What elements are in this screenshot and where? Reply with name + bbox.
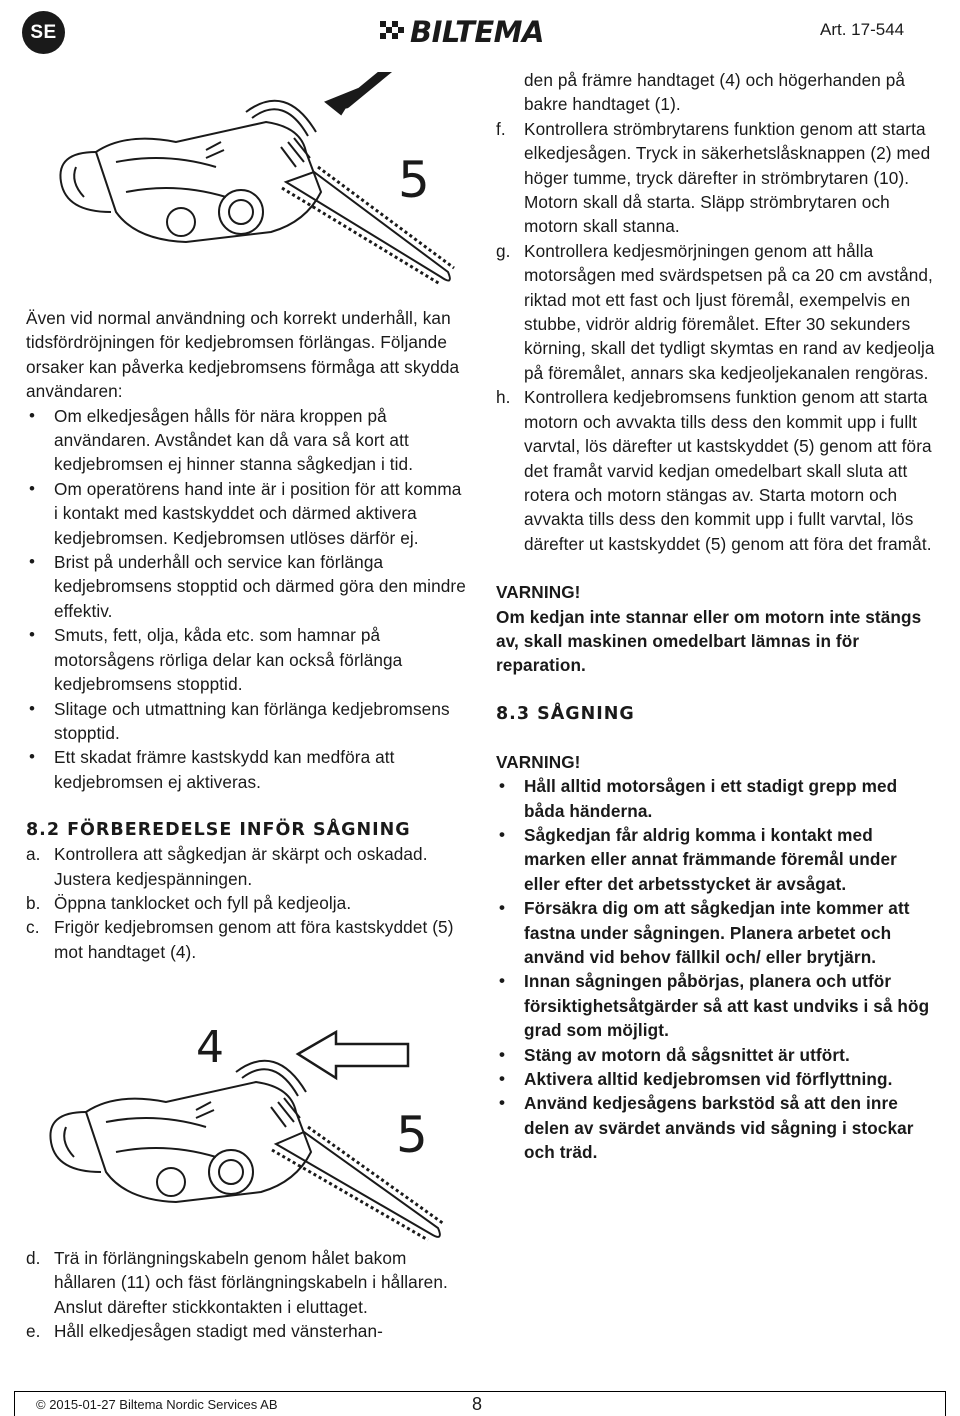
step-item — [26, 1246, 466, 1319]
figure-label-guard: 5 — [396, 1106, 428, 1164]
step-item — [26, 915, 466, 964]
list-item: • Slitage och utmattning kan förlänga kedjebromsens stopptid. — [26, 697, 466, 746]
page-number: 8 — [472, 1394, 483, 1414]
brand-wordmark: BILTEMA — [410, 15, 544, 47]
step-text: Frigör kedjebromsen genom att föra kastskyddet (5) mot handtaget (4). — [54, 917, 454, 962]
arrow-left-icon — [298, 1032, 408, 1078]
footer-rule-right — [945, 1391, 946, 1416]
chainsaw-illustration-top — [56, 72, 476, 292]
step-item — [26, 842, 466, 891]
continuation-text: den på främre handtaget (4) och högerhanden på bakre handtaget (1). — [524, 70, 906, 115]
list-item: • Stäng av motorn då sågsnittet är utfört. — [496, 1043, 936, 1067]
preparation-steps-continued — [26, 1246, 466, 1344]
footer-rule-left — [14, 1391, 15, 1416]
step-item — [496, 239, 936, 385]
list-item: • Håll alltid motorsågen i ett stadigt grepp med båda händerna. — [496, 774, 936, 823]
step-marker: f. — [496, 118, 506, 139]
step-text: Kontrollera kedjesmörjningen genom att hålla motorsågen med svärdspetsen på ca 20 cm avstånd, riktad mot ett fast och ljust föremål, exempelvis en stubbe, vidrör aldrig föremålet. Efter 30 sekunders körning, skall det tydligt skymtas en rand av kedjeolja på föremålet, annars ska kedjeoljekanalen rengöras. — [524, 240, 935, 383]
step-text: Kontrollera strömbrytarens funktion genom att starta elkedjesågen. Tryck in säkerhetslåsknappen (2) med höger tumme, tryck därefter in strömbrytaren (10). Motorn skall då starta. Släpp strömbrytaren och motorn skall stanna. — [524, 118, 931, 237]
list-item: • Sågkedjan får aldrig komma i kontakt med marken eller annat främmande föremål under eller efter det arbetsstycket är avsågat. — [496, 823, 936, 896]
figure-label-handle: 4 — [196, 1022, 224, 1073]
warning-title: VARNING! — [496, 751, 581, 772]
right-column — [496, 68, 936, 1165]
step-text: Håll elkedjesågen stadigt med vänsterhan- — [54, 1321, 383, 1342]
list-item: • Ett skadat främre kastskydd kan medföra att kedjebromsen ej aktiveras. — [26, 745, 466, 794]
step-item — [496, 117, 936, 239]
warning-title: VARNING! — [496, 582, 581, 603]
step-text: Öppna tanklocket och fyll på kedjeolja. — [54, 892, 352, 913]
step-marker: a. — [26, 844, 41, 865]
list-item: • Innan sågningen påbörjas, planera och utför försiktighetsåtgärder så att kast undviks i så hög grad som möjligt. — [496, 969, 936, 1042]
copyright-text: © 2015-01-27 Biltema Nordic Services AB — [36, 1397, 278, 1412]
preparation-steps — [26, 842, 466, 964]
intro-paragraph: Även vid normal användning och korrekt underhåll, kan tidsfördröjningen för kedjebromsen förlängas. Följande orsaker kan påverka kedjebromsens förmåga att skydda användaren: — [26, 308, 460, 402]
list-item: • Brist på underhåll och service kan förlänga kedjebromsens stopptid och därmed göra den mindre effektiv. — [26, 550, 466, 623]
warning-text: Om kedjan inte stannar eller om motorn inte stängs av, skall maskinen omedelbart lämnas in för reparation. — [496, 606, 922, 676]
figure-label-guard: 5 — [398, 151, 430, 209]
step-item — [496, 385, 936, 556]
section-heading-8-3: 8.3 SÅGNING — [496, 703, 635, 724]
step-marker: h. — [496, 387, 511, 408]
list-item: • Använd kedjesågens barkstöd så att den inre delen av svärdet används vid sågning i stockar och träd. — [496, 1091, 936, 1164]
footer-rule — [14, 1391, 946, 1392]
language-code: SE — [30, 21, 57, 43]
left-column-bottom — [26, 1246, 466, 1344]
section-heading-8-2: 8.2 FÖRBEREDELSE INFÖR SÅGNING — [26, 820, 411, 841]
left-column — [26, 306, 466, 964]
step-text: Kontrollera kedjebromsens funktion genom att starta motorn och avvakta tills dess den kommit upp i fullt varvtal, lös därefter ut kastskyddet (5) genom att föra det framåt varvid kedjan omedelbart skall sluta att rotera och motorn stängas av. Starta motorn och avvakta tills dess den kommit upp i fullt varvtal, lös därefter ut kastskyddet (5) genom att föra det framåt. — [524, 387, 932, 554]
step-item — [26, 891, 466, 915]
preparation-steps-right — [496, 117, 936, 556]
chainsaw-illustration-bottom — [36, 1012, 476, 1244]
language-badge — [22, 11, 65, 54]
step-marker: g. — [496, 240, 511, 261]
article-number: Art. 17-544 — [820, 20, 905, 39]
brake-factor-list — [26, 404, 466, 795]
step-text: Kontrollera att sågkedjan är skärpt och oskadad. Justera kedjespänningen. — [54, 844, 428, 889]
list-item: • Försäkra dig om att sågkedjan inte kommer att fastna under sågningen. Planera arbetet och använd vid behov fällkil och/ eller brytjärn. — [496, 896, 936, 969]
sawing-rules-list — [496, 774, 936, 1165]
step-text: Trä in förlängningskabeln genom hålet bakom hållaren (11) och fäst förlängningskabeln i hållaren. Anslut därefter stickkontakten i eluttaget. — [54, 1248, 448, 1317]
step-item — [26, 1319, 466, 1343]
step-marker: e. — [26, 1321, 41, 1342]
list-item: • Om operatörens hand inte är i position för att komma i kontakt med kastskyddet och därmed aktivera kedjebromsen. Kedjebromsen utlöses därför ej. — [26, 477, 466, 550]
step-marker: d. — [26, 1248, 41, 1268]
step-marker: c. — [26, 917, 40, 938]
list-item: • Om elkedjesågen hålls för nära kroppen på användaren. Avståndet kan då vara så kort att kedjebromsen ej hinner stanna sågkedjan i tid. — [26, 404, 466, 477]
biltema-logo — [380, 13, 585, 47]
step-marker: b. — [26, 892, 41, 913]
list-item: • Aktivera alltid kedjebromsen vid förflyttning. — [496, 1067, 936, 1091]
list-item: • Smuts, fett, olja, kåda etc. som hamnar på motorsågens rörliga delar kan också förlänga kedjebromsens stopptid. — [26, 623, 466, 696]
